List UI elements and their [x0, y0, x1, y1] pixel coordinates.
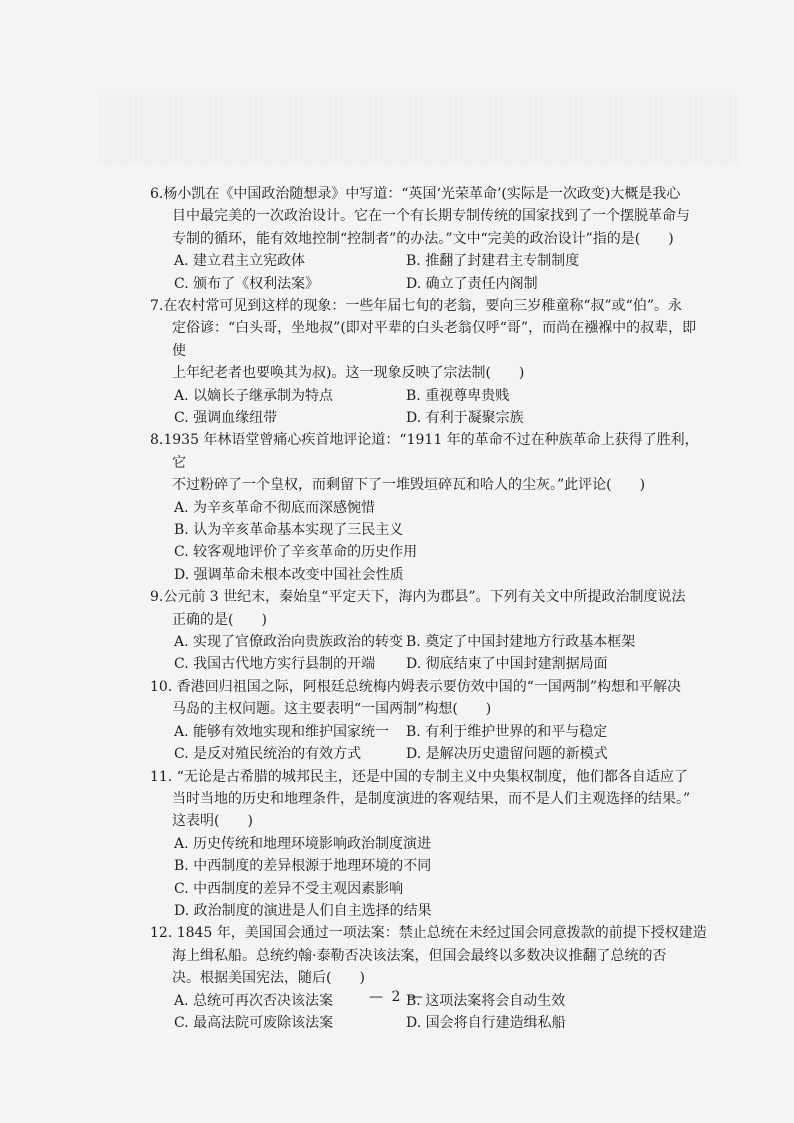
- page-number: — 2 —: [369, 989, 425, 1005]
- option-B: B. 奠定了中国封建地方行政基本框架: [406, 634, 636, 651]
- question-6: [150, 183, 710, 295]
- options: [174, 721, 710, 766]
- option-C: C. 强调血缘纽带: [174, 410, 278, 427]
- question-line: 11. “无论是古希腊的城邦民主，还是中国的专制主义中央集权制度，他们都各自适应了: [150, 768, 688, 785]
- option-D: D. 政治制度的演进是人们自主选择的结果: [174, 902, 432, 919]
- option-A: A. 为辛亥革命不彻底而深感惋惜: [174, 499, 376, 516]
- question-12: [150, 922, 710, 1034]
- question-line: 海上缉私船。总统约翰·泰勒否决该法案，但国会最终以多数决议推翻了总统的否: [172, 947, 667, 964]
- questions-area: [150, 183, 710, 1034]
- question-10: [150, 676, 710, 766]
- question-line: 专制的循环，能有效地控制“控制者”的办法。”文中“完美的政治设计”指的是( ): [172, 230, 674, 247]
- option-D: D. 彻底结束了中国封建割据局面: [406, 656, 608, 673]
- question-line: 8.1935 年林语堂曾痛心疾首地评论道：“1911 年的革命不过在种族革命上获得了胜利，它: [150, 432, 699, 471]
- question-line: 正确的是( ): [172, 611, 267, 628]
- option-D: D. 是解决历史遗留问题的新模式: [406, 746, 608, 763]
- options: [174, 833, 710, 923]
- question-line: 上年纪老者也要唤其为叔)。这一现象反映了宗法制( ): [172, 365, 525, 382]
- question-line: 这表明( ): [172, 813, 253, 830]
- options: [174, 250, 710, 295]
- option-D: D. 确立了责任内阁制: [406, 275, 538, 292]
- question-line: 6.杨小凯在《中国政治随想录》中写道：“英国‘光荣革命’(实际是一次政变)大概是我心: [150, 186, 681, 202]
- option-A: A. 总统可再次否决该法案: [174, 992, 334, 1009]
- question-line: 7.在农村常可见到这样的现象：一些年届七旬的老翁，要向三岁稚童称“叔”或“伯”。永: [150, 298, 682, 315]
- option-B: B. 认为辛亥革命基本实现了三民主义: [174, 522, 404, 539]
- option-D: D. 强调革命未根本改变中国社会性质: [174, 566, 404, 583]
- question-line: 目中最完美的一次政治设计。它在一个有长期专制传统的国家找到了一个摆脱革命与: [172, 208, 690, 225]
- question-line: 定俗谚：“白头哥，坐地叔”(即对平辈的白头老翁仅呼“哥”，而尚在襁褓中的叔辈，即使: [172, 320, 697, 359]
- option-B: B. 这项法案将会自动生效: [406, 992, 566, 1009]
- option-A: A. 能够有效地实现和维护国家统一: [174, 723, 390, 740]
- question-line: 9.公元前 3 世纪末，秦始皇“平定天下，海内为郡县”。下列有关文中所提政治制度说法: [150, 589, 686, 606]
- question-line: 当时当地的历史和地理条件，是制度演进的客观结果，而不是人们主观选择的结果。”: [172, 790, 691, 807]
- option-C: C. 颁布了《权利法案》: [174, 275, 320, 292]
- option-C: C. 最高法院可废除该法案: [174, 1014, 334, 1031]
- options: [174, 631, 710, 676]
- question-9: [150, 586, 710, 676]
- option-A: A. 建立君主立宪政体: [174, 253, 306, 270]
- option-A: A. 实现了官僚政治向贵族政治的转变: [174, 634, 404, 651]
- question-7: [150, 295, 710, 429]
- option-C: C. 我国古代地方实行县制的开端: [174, 656, 376, 673]
- option-B: B. 有利于维护世界的和平与稳定: [406, 723, 608, 740]
- options: [174, 385, 710, 430]
- option-C: C. 是反对殖民统治的有效方式: [174, 746, 362, 763]
- option-B: B. 中西制度的差异根源于地理环境的不同: [174, 858, 432, 875]
- option-D: D. 有利于凝聚宗族: [406, 410, 524, 427]
- option-D: D. 国会将自行建造缉私船: [406, 1014, 566, 1031]
- question-line: 12. 1845 年，美国国会通过一项法案：禁止总统在未经过国会同意拨款的前提下授权建造: [150, 925, 707, 942]
- option-C: C. 较客观地评价了辛亥革命的历史作用: [174, 544, 418, 561]
- option-A: A. 历史传统和地理环境影响政治制度演进: [174, 835, 432, 852]
- question-line: 决。根据美国宪法，随后( ): [172, 970, 365, 987]
- question-line: 不过粉碎了一个皇权，而剩留下了一堆毁垣碎瓦和哈人的尘灰。”此评论( ): [172, 477, 646, 494]
- options: [174, 497, 710, 587]
- question-11: [150, 766, 710, 923]
- question-line: 马岛的主权问题。这主要表明“一国两制”构想( ): [172, 701, 492, 718]
- option-C: C. 中西制度的差异不受主观因素影响: [174, 880, 404, 897]
- question-line: 10. 香港回归祖国之际，阿根廷总统梅内姆表示要仿效中国的“一国两制”构想和平解决: [150, 678, 682, 695]
- option-A: A. 以嫡长子继承制为特点: [174, 387, 334, 404]
- option-B: B. 推翻了封建君主专制制度: [406, 253, 580, 270]
- question-8: [150, 429, 710, 586]
- option-B: B. 重视尊卑贵贱: [406, 387, 510, 404]
- scan-noise: [100, 95, 740, 165]
